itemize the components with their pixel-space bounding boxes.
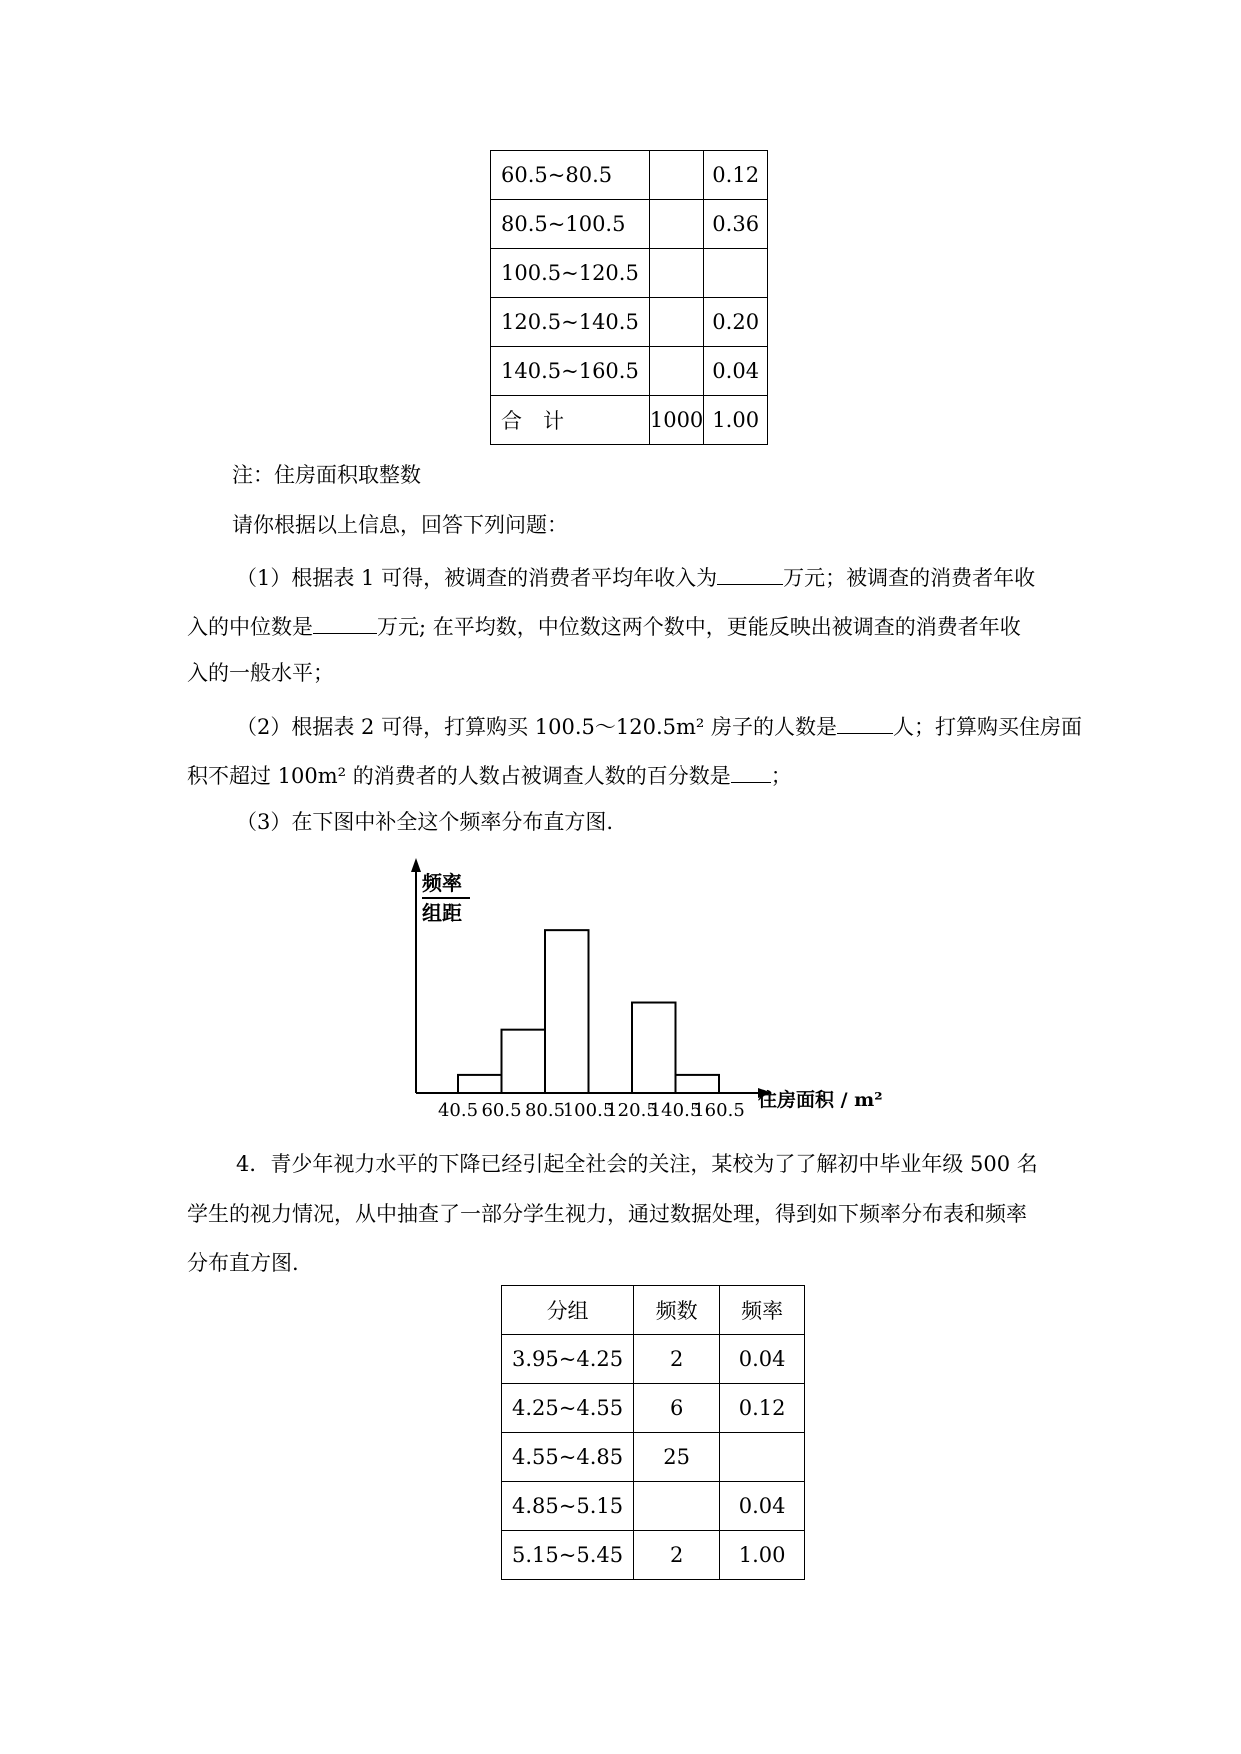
prompt-text: 请你根据以上信息，回答下列问题： <box>232 513 568 537</box>
x-tick-label: 120.5 <box>606 1100 658 1121</box>
column-header: 频率 <box>720 1286 805 1335</box>
column-header: 频数 <box>634 1286 720 1335</box>
problem-4-line-1: 4．青少年视力水平的下降已经引起全社会的关注，某校为了了解初中毕业年级 500 名 <box>236 1152 1038 1176</box>
table-header-row <box>502 1286 805 1335</box>
question-text: 入的中位数是 <box>187 615 313 639</box>
y-label-top: 频率 <box>422 871 462 895</box>
table-cell: 4.55~4.85 <box>502 1433 634 1482</box>
x-tick-label: 100.5 <box>562 1100 615 1121</box>
table-row <box>502 1335 805 1384</box>
table-cell: 0.12 <box>720 1384 805 1433</box>
x-tick-label: 80.5 <box>524 1100 566 1121</box>
table-cell: 0.12 <box>704 151 768 200</box>
table-cell <box>634 1482 720 1531</box>
x-tick-label: 40.5 <box>437 1100 479 1121</box>
x-tick-label: 60.5 <box>481 1100 522 1121</box>
histogram-bar <box>545 930 589 1093</box>
question-text: 万元 <box>377 615 419 639</box>
x-tick-label: 140.5 <box>649 1100 702 1121</box>
table-row <box>502 1384 805 1433</box>
table-cell: 4.85~5.15 <box>502 1482 634 1531</box>
histogram-bar <box>502 1030 546 1093</box>
problem-4-line-3: 分布直方图. <box>187 1251 299 1275</box>
histogram-bar <box>458 1075 502 1093</box>
table-cell: 1000 <box>649 396 703 445</box>
table-row <box>502 1433 805 1482</box>
question-text: （1）根据表 1 可得，被调查的消费者平均年收入为 <box>236 566 718 590</box>
column-header: 分组 <box>502 1286 634 1335</box>
table-cell: 0.20 <box>704 298 768 347</box>
table-row <box>502 1531 805 1580</box>
question-text: 积不超过 100m² 的消费者的人数占被调查人数的百分数是 <box>187 764 731 788</box>
table-cell: 6 <box>634 1384 720 1433</box>
histogram-bar <box>676 1075 720 1093</box>
question-1-line-3: 入的一般水平； <box>187 661 334 685</box>
table-cell: 25 <box>634 1433 720 1482</box>
table-cell: 0.04 <box>704 347 768 396</box>
table-cell: 5.15~5.45 <box>502 1531 634 1580</box>
table-cell: 0.04 <box>720 1482 805 1531</box>
question-text: 人；打算购买住房面 <box>893 715 1082 739</box>
note-text: 注：住房面积取整数 <box>232 463 421 487</box>
vision-frequency-table <box>501 1285 805 1580</box>
table-cell: 80.5~100.5 <box>491 200 650 249</box>
table-cell: 4.25~4.55 <box>502 1384 634 1433</box>
table-row <box>502 1482 805 1531</box>
x-tick-labels <box>438 1100 745 1121</box>
problem-4-line-2: 学生的视力情况，从中抽查了一部分学生视力，通过数据处理，得到如下频率分布表和频率 <box>187 1202 1027 1226</box>
table-cell: 120.5~140.5 <box>491 298 650 347</box>
table-cell: 60.5~80.5 <box>491 151 650 200</box>
question-text: 万元；被调查的消费者年收 <box>783 566 1036 590</box>
histogram-bar <box>632 1003 676 1093</box>
table-cell: 1.00 <box>720 1531 805 1580</box>
x-axis-label: 住房面积 / m² <box>758 1089 883 1111</box>
question-3-text: （3）在下图中补全这个频率分布直方图. <box>236 810 614 834</box>
table-cell: 2 <box>634 1531 720 1580</box>
question-text: （2）根据表 2 可得，打算购买 100.5～120.5m² 房子的人数是 <box>236 715 837 739</box>
question-text: 在平均数，中位数这两个数中，更能反映出被调查的消费者年收 <box>432 615 1021 639</box>
table-cell: 0.36 <box>704 200 768 249</box>
histogram-bars <box>458 930 719 1093</box>
table-cell <box>720 1433 805 1482</box>
question-text: ； <box>770 764 792 788</box>
table-cell: 2 <box>634 1335 720 1384</box>
y-label-bottom: 组距 <box>422 901 462 925</box>
table-cell: 1.00 <box>704 396 768 445</box>
x-tick-label: 160.5 <box>693 1100 745 1121</box>
question-1-line-2: 入的中位数是 万元; 在平均数，中位数这两个数中，更能反映出被调查的消费者年收 <box>187 611 1021 641</box>
table-cell: 合 计 <box>491 396 650 445</box>
table-cell: 0.04 <box>720 1335 805 1384</box>
y-axis-arrow-icon <box>411 858 421 872</box>
table-cell: 100.5~120.5 <box>491 249 650 298</box>
table-cell: 3.95~4.25 <box>502 1335 634 1384</box>
table-cell: 140.5~160.5 <box>491 347 650 396</box>
